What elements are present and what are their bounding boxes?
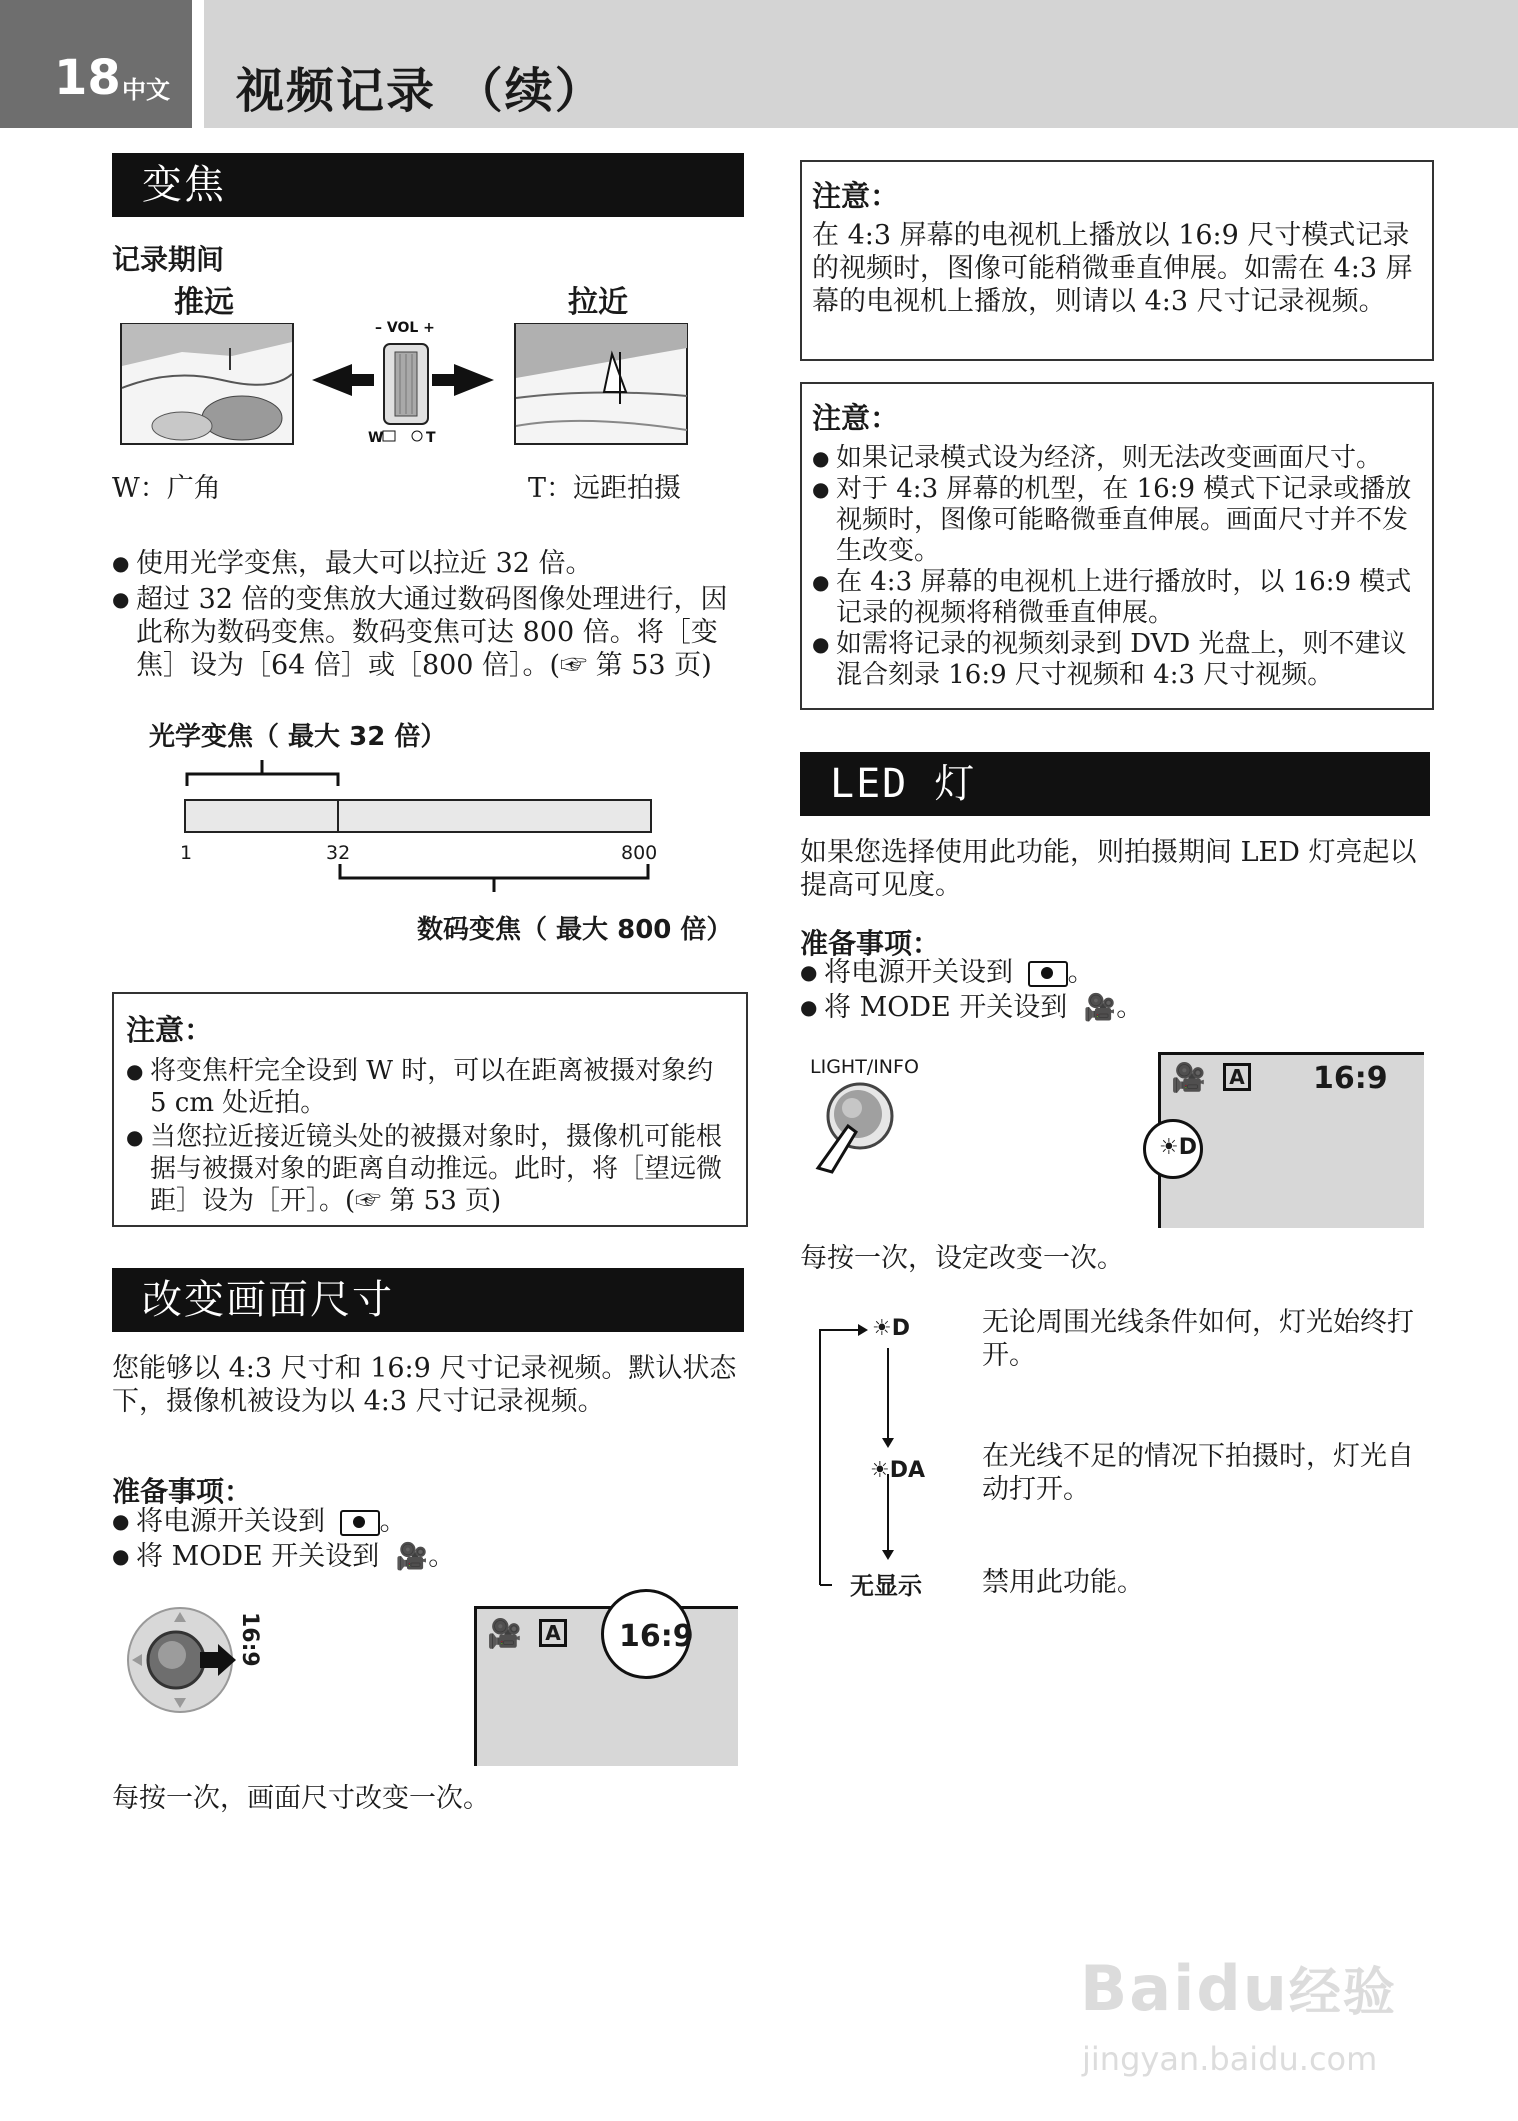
record-mode-icon bbox=[340, 1510, 380, 1536]
scale-tick-32: 32 bbox=[326, 842, 351, 864]
arrow-right-icon bbox=[432, 364, 494, 396]
light-info-label: LIGHT/INFO bbox=[810, 1056, 919, 1078]
note-text: 在 4:3 屏幕的电视机上播放以 16:9 尺寸模式记录的视频时，图像可能稍微垂直伸展。如需在 4:3 屏幕的电视机上播放，则请以 4:3 尺寸记录视频。 bbox=[812, 220, 1413, 317]
digital-bracket bbox=[340, 864, 648, 878]
wide-caption: W：广角 bbox=[112, 473, 221, 504]
led-prep-title: 准备事项： bbox=[800, 927, 941, 960]
note-item: ● 当您拉近接近镜头处的被摄对象时，摄像机可能根据与被摄对象的距离自动推远。此时，将［望远微距］设为［开］。(☞ 第 53 页) bbox=[126, 1121, 732, 1217]
auto-mode-badge: A bbox=[1223, 1063, 1251, 1091]
light-info-button[interactable] bbox=[808, 1080, 918, 1180]
aspect-lcd-screen bbox=[474, 1606, 738, 1766]
video-camera-icon: 🎥 bbox=[395, 1542, 429, 1572]
video-camera-icon: 🎥 bbox=[1083, 993, 1117, 1023]
note-item: ● 在 4:3 屏幕的电视机上进行播放时，以 16:9 模式记录的视频将稍微垂直伸展。 bbox=[812, 567, 1422, 629]
zoom-scale-bar bbox=[185, 800, 651, 832]
tele-search-icon bbox=[412, 431, 422, 441]
note-item: ● 如果记录模式设为经济，则无法改变画面尺寸。 bbox=[812, 443, 1422, 474]
zoom-lever[interactable] bbox=[368, 320, 436, 446]
led-caption: 每按一次，设定改变一次。 bbox=[800, 1243, 1124, 1274]
optical-zoom-label: 光学变焦（ 最大 32 倍） bbox=[149, 722, 447, 752]
zoom-note-box bbox=[112, 992, 748, 1227]
aspect-prep-title: 准备事项： bbox=[112, 1475, 253, 1508]
led-state-desc: 在光线不足的情况下拍摄时，灯光自动打开。 bbox=[982, 1441, 1414, 1505]
led-state-desc: 禁用此功能。 bbox=[982, 1567, 1144, 1598]
scale-tick-800: 800 bbox=[621, 842, 658, 864]
note-item: ● 对于 4:3 屏幕的机型，在 16:9 模式下记录或播放视频时，图像可能略微垂直伸展。画面尺寸并不发生改变。 bbox=[812, 474, 1422, 567]
page-title: 视频记录 （续） bbox=[236, 63, 605, 119]
note-item: ● 将变焦杆完全设到 W 时，可以在距离被摄对象约 5 cm 处近拍。 bbox=[126, 1055, 732, 1119]
aspect-note-box-2 bbox=[800, 382, 1434, 710]
led-on-icon: ☀D bbox=[1159, 1135, 1197, 1160]
video-camera-icon: 🎥 bbox=[1171, 1061, 1206, 1094]
telephoto-image bbox=[515, 324, 687, 444]
arrow-left-icon bbox=[312, 364, 374, 396]
lever-w-label: W bbox=[368, 430, 384, 446]
recording-label: 记录期间 bbox=[112, 243, 225, 276]
led-state-icon: ☀D bbox=[872, 1316, 910, 1341]
zoom-section-title: 变焦 bbox=[112, 153, 744, 217]
wide-icon bbox=[383, 431, 395, 441]
page-language: 中文 bbox=[122, 76, 170, 104]
led-lcd-screen bbox=[1158, 1052, 1424, 1228]
lever-vol-label: – VOL + bbox=[375, 320, 435, 336]
aspect-prep-power: ● 将电源开关设到 。 bbox=[112, 1505, 407, 1538]
zoom-range-scale bbox=[170, 752, 680, 902]
aspect-intro: 您能够以 4:3 尺寸和 16:9 尺寸记录视频。默认状态下，摄像机被设为以 4:3 尺寸记录视频。 bbox=[112, 1353, 737, 1417]
led-prep-mode: ● 将 MODE 开关设到 🎥。 bbox=[800, 991, 1143, 1025]
led-intro: 如果您选择使用此功能，则拍摄期间 LED 灯亮起以提高可见度。 bbox=[800, 837, 1417, 901]
wide-angle-image bbox=[121, 324, 293, 444]
zoom-illustration bbox=[112, 318, 712, 453]
aspect-prep-mode: ● 将 MODE 开关设到 🎥。 bbox=[112, 1540, 455, 1574]
zoom-out-label: 推远 bbox=[174, 285, 234, 320]
note-title: 注意： bbox=[126, 1013, 214, 1047]
watermark-logo: Baidu经验 bbox=[1080, 1952, 1397, 2025]
led-section-title: LED 灯 bbox=[800, 752, 1430, 816]
video-camera-icon: 🎥 bbox=[487, 1617, 522, 1650]
led-cycle-arrows bbox=[808, 1300, 908, 1600]
scale-tick-1: 1 bbox=[180, 842, 193, 864]
note-item: ● 如需将记录的视频刻录到 DVD 光盘上，则不建议混合刻录 16:9 尺寸视频和 4:3 尺寸视频。 bbox=[812, 629, 1422, 691]
zoom-in-label: 拉近 bbox=[568, 285, 628, 320]
lever-t-label: T bbox=[426, 430, 436, 446]
tele-caption: T：远距拍摄 bbox=[528, 473, 682, 504]
aspect-ratio-display: 16:9 bbox=[1313, 1061, 1388, 1096]
aspect-caption: 每按一次，画面尺寸改变一次。 bbox=[112, 1783, 490, 1814]
page-number: 18 bbox=[54, 50, 121, 106]
note-title: 注意： bbox=[812, 401, 900, 435]
aspect-note-box bbox=[800, 160, 1434, 361]
digital-zoom-label: 数码变焦（ 最大 800 倍） bbox=[417, 915, 733, 945]
led-prep-power: ● 将电源开关设到 。 bbox=[800, 956, 1095, 989]
zoom-bullet-list bbox=[112, 547, 744, 682]
led-state-icon: 无显示 bbox=[850, 1572, 922, 1600]
aspect-section-title: 改变画面尺寸 bbox=[112, 1268, 744, 1332]
zoom-bullet: ● 使用光学变焦，最大可以拉近 32 倍。 bbox=[112, 547, 744, 580]
optical-bracket bbox=[187, 774, 338, 786]
zoom-bullet: ● 超过 32 倍的变焦放大通过数码图像处理进行，因此称为数码变焦。数码变焦可达 800 倍。将［变焦］设为［64 倍］或［800 倍］。(☞ 第 53 页) bbox=[112, 583, 744, 682]
led-state-desc: 无论周围光线条件如何，灯光始终打开。 bbox=[982, 1307, 1414, 1371]
aspect-ratio-display: 16:9 bbox=[619, 1619, 694, 1654]
watermark-url: jingyan.baidu.com bbox=[1082, 2040, 1378, 2078]
led-state-icon: ☀DA bbox=[870, 1458, 926, 1483]
auto-mode-badge: A bbox=[539, 1619, 567, 1647]
record-mode-icon bbox=[1028, 961, 1068, 987]
dial-ratio-label: 16:9 bbox=[237, 1612, 262, 1667]
note-title: 注意： bbox=[812, 179, 900, 213]
